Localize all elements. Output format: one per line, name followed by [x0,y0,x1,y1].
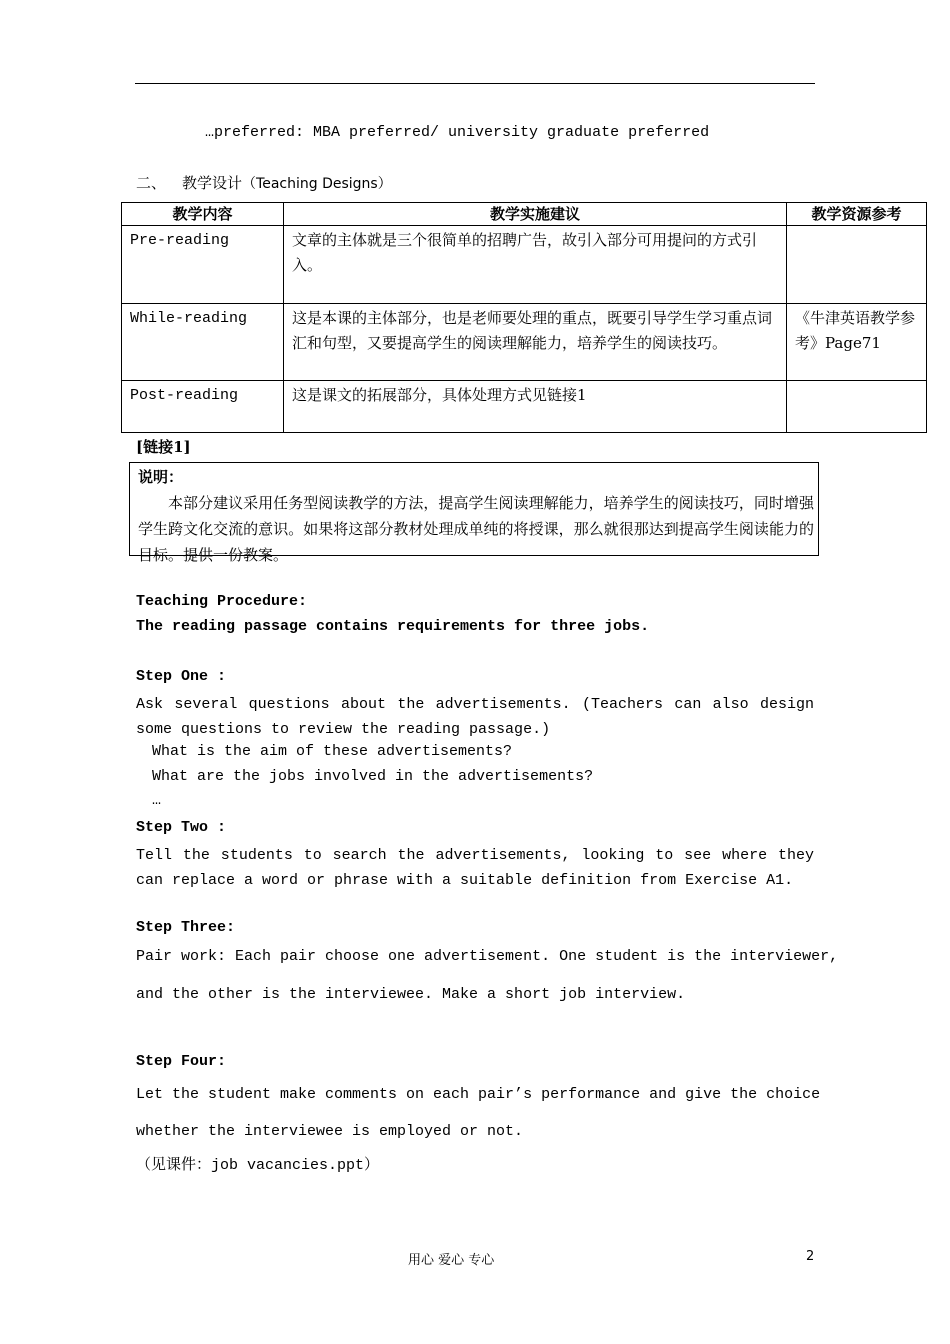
preferred-line: …preferred: MBA preferred/ university graduate preferred [205,124,710,141]
step-two-text: Tell the students to search the advertisements, looking to see where they can replace a word or phrase with a suitable definition from Exercise A1. [136,847,814,889]
table-header: 教学内容 [122,203,284,226]
step-one-question: What is the aim of these advertisements? [152,743,513,760]
table-header-row [122,203,927,226]
step-four-title: Step Four: [136,1053,227,1070]
table-cell: 这是课文的拓展部分，具体处理方式见链接1 [284,381,787,433]
table-cell [787,226,927,304]
step-one-text: Ask several questions about the advertisements. (Teachers can also design some questions to review the reading passage.) [136,696,814,738]
table-header: 教学实施建议 [284,203,787,226]
step-three-text: and the other is the interviewee. Make a short job interview. [136,986,686,1003]
page-number: 2 [806,1249,815,1264]
section-title-cn: 教学设计 [182,174,243,192]
step-two-title: Step Two : [136,819,227,836]
courseware-reference: （见课件：job vacancies.ppt） [136,1157,380,1174]
step-one-title: Step One : [136,668,227,685]
step-four-text: whether the interviewee is employed or not. [136,1123,524,1140]
table-cell: 《牛津英语教学参考》Page71 [787,304,927,381]
header-rule [135,83,815,84]
note-title: 说明： [138,468,184,486]
section-heading [136,173,392,194]
table-cell: 这是本课的主体部分，也是老师要处理的重点，既要引导学生学习重点词汇和句型，又要提高学生的阅读理解能力，培养学生的阅读技巧。 [284,304,787,381]
section-title-en: （Teaching Designs） [242,176,392,192]
table-row [122,304,927,381]
section-number: 二、 [136,174,167,192]
table-cell: Pre-reading [122,226,284,304]
table-cell: While-reading [122,304,284,381]
procedure-intro: The reading passage contains requirements for three jobs. [136,618,650,635]
table-cell: Post-reading [122,381,284,433]
step-three-text: Pair work: Each pair choose one advertisement. One student is the interviewer, [136,948,839,965]
table-cell: 文章的主体就是三个很简单的招聘广告，故引入部分可用提问的方式引入。 [284,226,787,304]
table-row [122,381,927,433]
step-three-title: Step Three: [136,919,236,936]
table-row [122,226,927,304]
step-one-ellipsis: … [152,792,162,809]
link-label: [链接1] [136,438,191,456]
footer-motto: 用心 爱心 专心 [408,1253,495,1268]
note-body: 本部分建议采用任务型阅读教学的方法，提高学生阅读理解能力，培养学生的阅读技巧，同时增强学生跨文化交流的意识。如果将这部分教材处理成单纯的将授课，那么就很那达到提高学生阅读能力的目标。提供一份教案。 [138,494,814,564]
table-cell [787,381,927,433]
note-box [129,462,819,564]
step-one-question: What are the jobs involved in the advertisements? [152,768,594,785]
step-four-text: Let the student make comments on each pair’s performance and give the choice [136,1086,821,1103]
procedure-heading: Teaching Procedure: [136,593,308,610]
table-header: 教学资源参考 [787,203,927,226]
teaching-design-table [121,202,927,433]
